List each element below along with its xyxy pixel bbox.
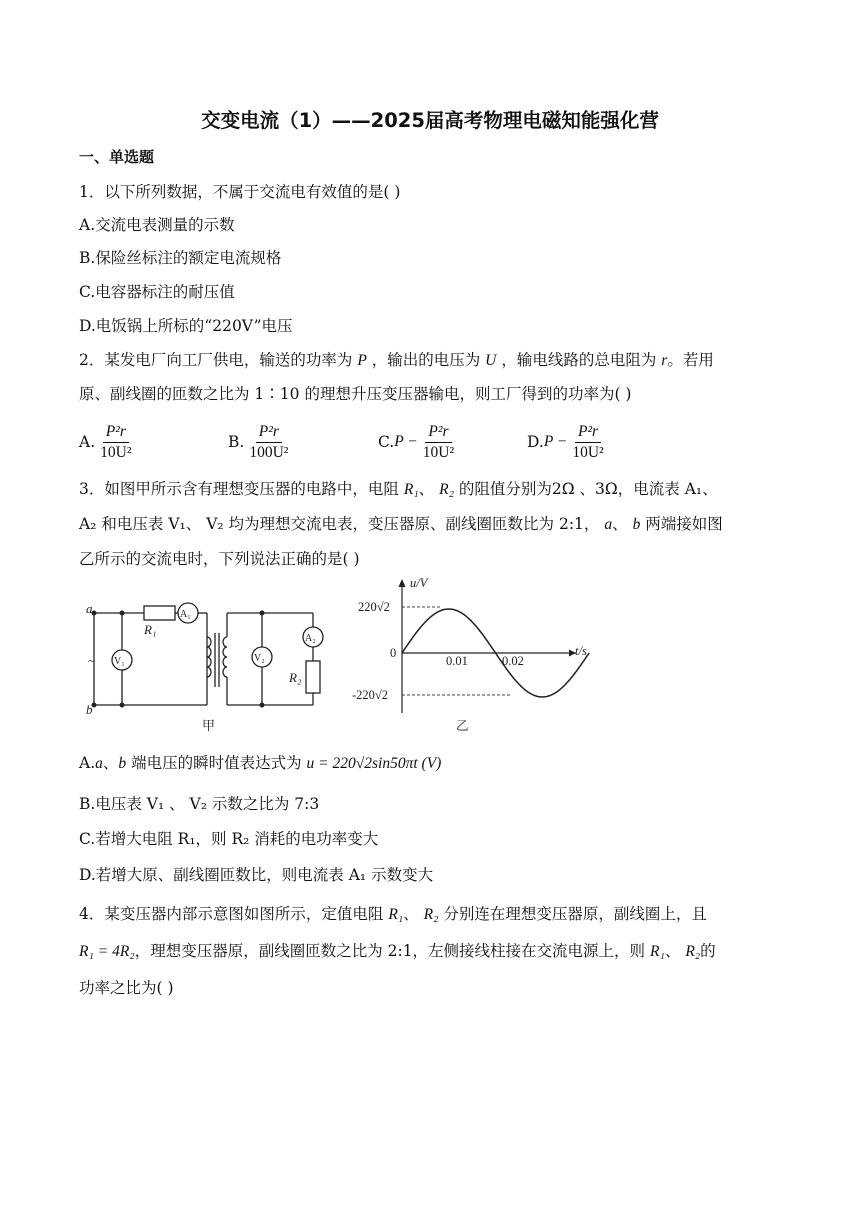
q2-option-b: B. $\frac{\text{P²r}}{\text{100U²}}$ [228,418,293,466]
q2-stem-line2: 原、副线圈的匝数之比为 1∶10 的理想升压变压器输电，则工厂得到的功率为( ) [79,385,632,403]
figure-caption-jia: 甲 [202,718,216,733]
u-axis-label: u/V [410,576,428,590]
r1-label: R₁ [144,622,157,637]
q3-option-a: A.a、b 端电压的瞬时值表达式为 u = 220√2sin50πt (V) [79,754,442,772]
terminal-a-label: a [86,601,93,616]
q2-stem-line1: 2．某发电厂向工厂供电，输送的功率为 P ，输出的电压为 U ，输电线路的总电阻为 r。若用 [79,351,714,369]
q1-option-b: B.保险丝标注的额定电流规格 [79,249,282,267]
q4-stem-line2: R₁ = 4R₂，理想变压器原，副线圈匝数之比为 2:1，左侧接线柱接在交流电源上，则 R₁、 R₂的 [79,942,716,960]
section-heading: 一、单选题 [79,148,155,166]
q3-option-c: C.若增大电阻 R₁，则 R₂ 消耗的电功率变大 [79,830,379,848]
q2-option-d: D. P − $\frac{\text{P²r}}{\text{10U²}}$ [527,418,609,466]
circuit-diagram [94,603,323,705]
fraction: $\frac{\text{P²r}}{\text{10U²}}$ [422,422,455,461]
a1-meter-label: A₁ [180,609,191,620]
a2-meter-label: A₂ [305,633,316,644]
q1-stem: 1．以下所列数据，不属于交流电有效值的是( ) [79,183,401,201]
q1-option-c: C.电容器标注的耐压值 [79,283,235,301]
ac-source-symbol: ~ [88,653,96,668]
waveform-graph [352,576,589,733]
t-axis-label: t/s [575,644,587,658]
t-tick-0-02: 0.02 [502,654,524,668]
t-tick-0-01: 0.01 [446,654,468,668]
terminal-b-label: b [86,702,93,717]
v1-meter-label: V₁ [114,656,125,667]
q3-figure [80,575,600,740]
figure-caption-yi: 乙 [456,719,469,733]
q3-option-b: B.电压表 V₁ 、 V₂ 示数之比为 7:3 [79,795,320,813]
origin-label: 0 [390,646,397,660]
q3-stem-line1: 3．如图甲所示含有理想变压器的电路中，电阻 R₁、 R₂ 的阻值分别为2Ω 、3Ω，电流表 A₁、 [79,480,718,498]
q4-stem-line1: 4．某变压器内部示意图如图所示，定值电阻 R₁、 R₂ 分别连在理想变压器原，副线圈上，且 [79,905,707,923]
q2-option-a: A. $\frac{\text{P²r}}{\text{10U²}}$ [79,418,136,466]
v2-meter-label: V₂ [254,653,265,664]
q4-stem-line3: 功率之比为( ) [79,979,174,997]
q3-stem-line2: A₂ 和电压表 V₁、 V₂ 均为理想交流电表，变压器原、副线圈匝数比为 2:1， a、 b 两端接如图 [79,515,723,533]
r2-label: R₂ [289,670,302,685]
q2-option-c: C. P − $\frac{\text{P²r}}{\text{10U²}}$ [378,418,459,466]
page-title: 交变电流（1）——2025届高考物理电磁知能强化营 [201,109,659,132]
fraction: $\frac{\text{P²r}}{\text{100U²}}$ [249,422,289,461]
y-min-label: -220√2 [352,688,389,702]
y-max-label: 220√2 [358,600,390,614]
q3-stem-line3: 乙所示的交流电时，下列说法正确的是( ) [79,550,360,568]
q1-option-a: A.交流电表测量的示数 [79,216,235,234]
fraction: $\frac{\text{P²r}}{\text{10U²}}$ [572,422,604,461]
fraction: $\frac{\text{P²r}}{\text{10U²}}$ [100,422,132,461]
q3-option-d: D.若增大原、副线圈匝数比，则电流表 A₁ 示数变大 [79,866,434,884]
q1-option-d: D.电饭锅上所标的“220V”电压 [79,317,293,335]
